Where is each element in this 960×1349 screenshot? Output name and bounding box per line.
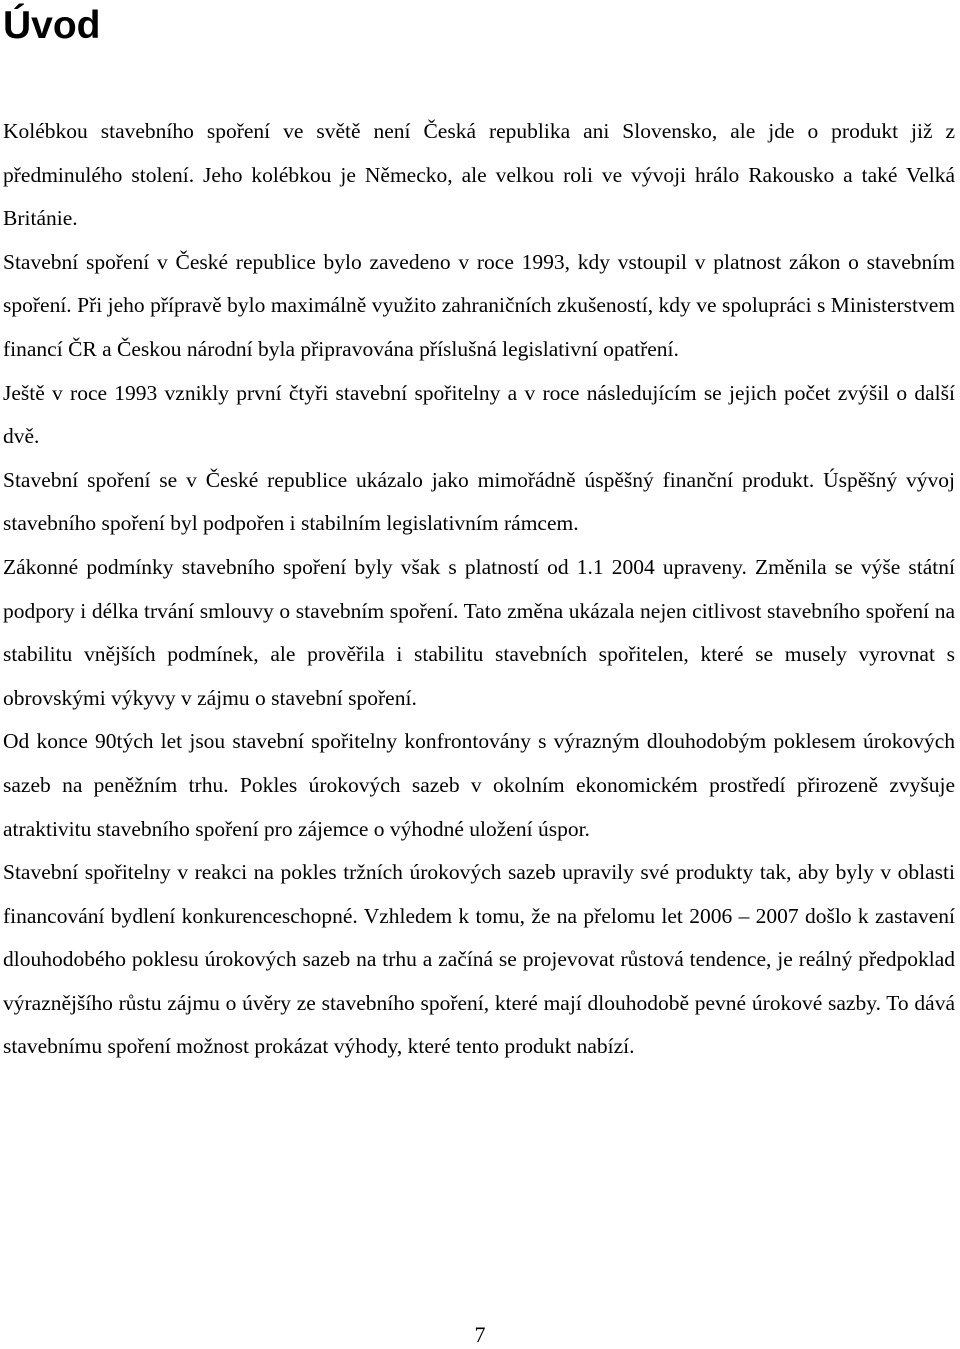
page-title: Úvod bbox=[3, 4, 101, 47]
paragraph-2004-changes: Zákonné podmínky stavebního spoření byly však s platností od 1.1 2004 upraveny. Změnila se výše státní podpory i délka trvání smlouvy o stavebním spoření. Tato změna ukázala nejen citlivost stavebního spoření na stabilitu vnějších podmínek, ale prověřila i stabilitu stavebních spořitelen, které se musely vyrovnat s obrovskými výkyvy v zájmu o stavební spoření. bbox=[3, 554, 955, 710]
body-text bbox=[3, 110, 955, 1069]
page-number: 7 bbox=[474, 1322, 486, 1347]
paragraph-product-adjustments: Stavební spořitelny v reakci na pokles tržních úrokových sazeb upravily své produkty tak, aby byly v oblasti financování bydlení konkurenceschopné. Vzhledem k tomu, že na přelomu let 2006 – 2007 došlo k zastavení dlouhodobého poklesu úrokových sazeb na trhu a začíná se projevovat růstová tendence, je reálný předpoklad výraznějšího růstu zájmu o úvěry ze stavebního spoření, které mají dlouhodobě pevné úrokové sazby. To dává stavebnímu spoření možnost prokázat výhody, které tento produkt nabízí. bbox=[3, 860, 955, 1059]
paragraph-introduction-1993: Stavební spoření v České republice bylo zavedeno v roce 1993, kdy vstoupil v platnost zákon o stavebním spoření. Při jeho přípravě bylo maximálně využito zahraničních zkušeností, kdy ve spolupráci s Ministerstvem financí ČR a Českou národní byla připravována příslušná legislativní opatření. bbox=[3, 249, 955, 361]
paragraph-interest-rate-decline: Od konce 90tých let jsou stavební spořitelny konfrontovány s výrazným dlouhodobým poklesem úrokových sazeb na peněžním trhu. Pokles úrokových sazeb v okolním ekonomickém prostředí přirozeně zvyšuje atraktivitu stavebního spoření pro zájemce o výhodné uložení úspor. bbox=[3, 729, 955, 841]
paragraph-origins: Kolébkou stavebního spoření ve světě není Česká republika ani Slovensko, ale jde o produkt již z předminulého stolení. Jeho kolébkou je Německo, ale velkou roli ve vývoji hrálo Rakousko a také Velká Británie. bbox=[3, 119, 955, 231]
paragraph-success: Stavební spoření se v České republice ukázalo jako mimořádně úspěšný finanční produkt. Úspěšný vývoj stavebního spoření byl podpořen i stabilním legislativním rámcem. bbox=[3, 467, 955, 536]
paragraph-first-savings-banks: Ještě v roce 1993 vznikly první čtyři stavební spořitelny a v roce následujícím se jejich počet zvýšil o další dvě. bbox=[3, 380, 955, 449]
